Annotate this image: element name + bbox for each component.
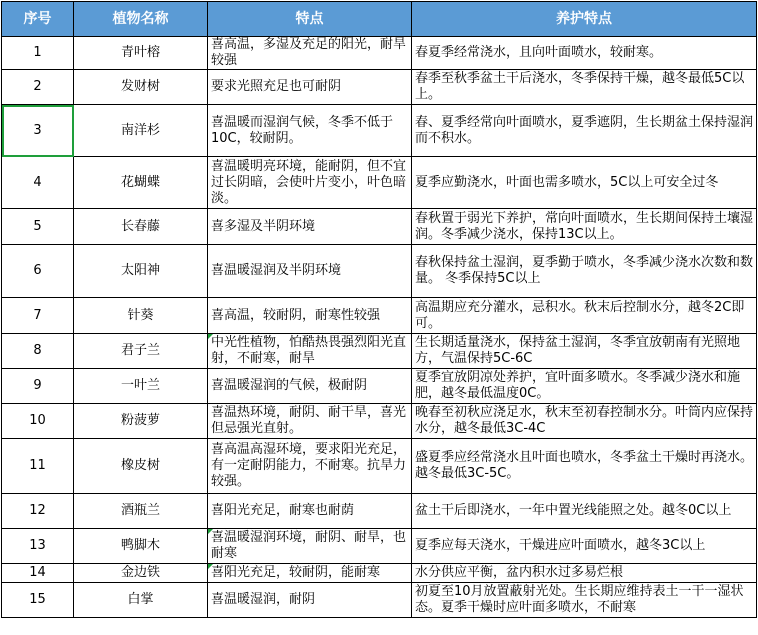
cell-num[interactable]: 1	[2, 37, 74, 70]
cell-care[interactable]: 生长期适量浇水，保持盆土湿润，冬季宜放朝南有光照地方，气温保持5C-6C	[412, 334, 757, 369]
cell-feature[interactable]: 喜高温，多湿及充足的阳光，耐旱较强	[208, 37, 412, 70]
cell-feature[interactable]: 喜温暖湿润环境，耐阴、耐旱，也耐寒	[208, 529, 412, 564]
header-feature[interactable]: 特点	[208, 2, 412, 37]
table-row	[2, 245, 757, 298]
cell-feature[interactable]: 喜温暖湿润的气候，极耐阴	[208, 369, 412, 404]
cell-feature[interactable]: 喜多湿及半阴环境	[208, 209, 412, 245]
cell-feature[interactable]: 喜温暖明亮环境，能耐阴，但不宜过长阴暗，会使叶片变小，叶色暗淡。	[208, 157, 412, 209]
cell-care[interactable]: 晚春至初秋应浇足水，秋末至初春控制水分。叶筒内应保持水分，越冬最低3C-4C	[412, 404, 757, 439]
cell-feature[interactable]: 喜温暖湿润及半阴环境	[208, 245, 412, 298]
cell-num[interactable]: 8	[2, 334, 74, 369]
cell-feature[interactable]: 喜温暖而湿润气候，冬季不低于10C，较耐阴。	[208, 105, 412, 157]
cell-feature[interactable]: 喜高温，较耐阴，耐寒性较强	[208, 298, 412, 334]
cell-care[interactable]: 春夏季经常浇水，且向叶面喷水，较耐寒。	[412, 37, 757, 70]
table-row	[2, 404, 757, 439]
cell-num[interactable]: 12	[2, 494, 74, 529]
cell-name[interactable]: 针葵	[74, 298, 208, 334]
cell-name[interactable]: 橡皮树	[74, 439, 208, 494]
cell-feature[interactable]: 喜高温高湿环境，要求阳光充足，有一定耐阴能力，不耐寒。抗旱力较强。	[208, 439, 412, 494]
header-care[interactable]: 养护特点	[412, 2, 757, 37]
cell-num[interactable]: 7	[2, 298, 74, 334]
table-row	[2, 564, 757, 583]
cell-care[interactable]: 初夏至10月放置蔽射光处。生长期应维持表土一干一湿状态。夏季干燥时应叶面多喷水，不耐寒	[412, 583, 757, 618]
table-row	[2, 37, 757, 70]
cell-care[interactable]: 水分供应平衡，盆内积水过多易烂根	[412, 564, 757, 583]
cell-name[interactable]: 酒瓶兰	[74, 494, 208, 529]
cell-name[interactable]: 发财树	[74, 70, 208, 105]
cell-care[interactable]: 春、夏季经常向叶面喷水，夏季遮阴，生长期盆土保持湿润而不积水。	[412, 105, 757, 157]
cell-care[interactable]: 夏季应每天浇水，干燥进应叶面喷水，越冬3C以上	[412, 529, 757, 564]
table-row	[2, 209, 757, 245]
table-row	[2, 529, 757, 564]
cell-num[interactable]: 4	[2, 157, 74, 209]
header-row	[2, 2, 757, 37]
cell-num-selected[interactable]: 3	[2, 105, 74, 157]
cell-care[interactable]: 春季至秋季盆土干后浇水，冬季保持干燥，越冬最低5C以上。	[412, 70, 757, 105]
cell-name[interactable]: 长春藤	[74, 209, 208, 245]
cell-num[interactable]: 14	[2, 564, 74, 583]
cell-num[interactable]: 13	[2, 529, 74, 564]
table-row	[2, 70, 757, 105]
table-row	[2, 439, 757, 494]
cell-care[interactable]: 春秋保持盆土湿润，夏季勤于喷水，冬季减少浇水次数和数量。 冬季保持5C以上	[412, 245, 757, 298]
cell-num[interactable]: 9	[2, 369, 74, 404]
cell-care[interactable]: 盆土干后即浇水，一年中置光线能照之处。越冬0C以上	[412, 494, 757, 529]
cell-name[interactable]: 太阳神	[74, 245, 208, 298]
cell-feature[interactable]: 要求光照充足也可耐阴	[208, 70, 412, 105]
cell-care[interactable]: 春秋置于弱光下养护，常向叶面喷水，生长期间保持土壤湿润。冬季减少浇水，保持13C以上。	[412, 209, 757, 245]
cell-num[interactable]: 15	[2, 583, 74, 618]
cell-feature[interactable]: 喜阳光充足，较耐阴，能耐寒	[208, 564, 412, 583]
cell-name[interactable]: 粉菠萝	[74, 404, 208, 439]
cell-num[interactable]: 2	[2, 70, 74, 105]
table-row	[2, 583, 757, 618]
table-row	[2, 494, 757, 529]
cell-name[interactable]: 花蝴蝶	[74, 157, 208, 209]
table-row	[2, 105, 757, 157]
table-row	[2, 334, 757, 369]
header-num[interactable]: 序号	[2, 2, 74, 37]
cell-name[interactable]: 白掌	[74, 583, 208, 618]
cell-feature[interactable]: 喜温暖湿润，耐阴	[208, 583, 412, 618]
cell-care[interactable]: 盛夏季应经常浇水且叶面也喷水，冬季盆土干燥时再浇水。越冬最低3C-5C。	[412, 439, 757, 494]
cell-name[interactable]: 一叶兰	[74, 369, 208, 404]
plant-care-table	[1, 1, 757, 618]
cell-num[interactable]: 6	[2, 245, 74, 298]
cell-feature[interactable]: 中光性植物，怕酷热畏强烈阳光直射，不耐寒，耐旱	[208, 334, 412, 369]
table-row	[2, 157, 757, 209]
cell-name[interactable]: 青叶榕	[74, 37, 208, 70]
cell-care[interactable]: 高温期应充分灌水，忌积水。秋末后控制水分，越冬2C即可。	[412, 298, 757, 334]
table-row	[2, 369, 757, 404]
cell-name[interactable]: 君子兰	[74, 334, 208, 369]
cell-feature[interactable]: 喜阳光充足，耐寒也耐荫	[208, 494, 412, 529]
header-name[interactable]: 植物名称	[74, 2, 208, 37]
table-row	[2, 298, 757, 334]
cell-num[interactable]: 11	[2, 439, 74, 494]
cell-num[interactable]: 5	[2, 209, 74, 245]
cell-name[interactable]: 金边铁	[74, 564, 208, 583]
cell-care[interactable]: 夏季应勤浇水，叶面也需多喷水，5C以上可安全过冬	[412, 157, 757, 209]
cell-feature[interactable]: 喜温热环境，耐阴、耐干旱，喜光但忌强光直射。	[208, 404, 412, 439]
cell-name[interactable]: 南洋杉	[74, 105, 208, 157]
cell-care[interactable]: 夏季宜放阴凉处养护，宜叶面多喷水。冬季减少浇水和施肥，越冬最低温度0C。	[412, 369, 757, 404]
cell-num[interactable]: 10	[2, 404, 74, 439]
cell-name[interactable]: 鸭脚木	[74, 529, 208, 564]
